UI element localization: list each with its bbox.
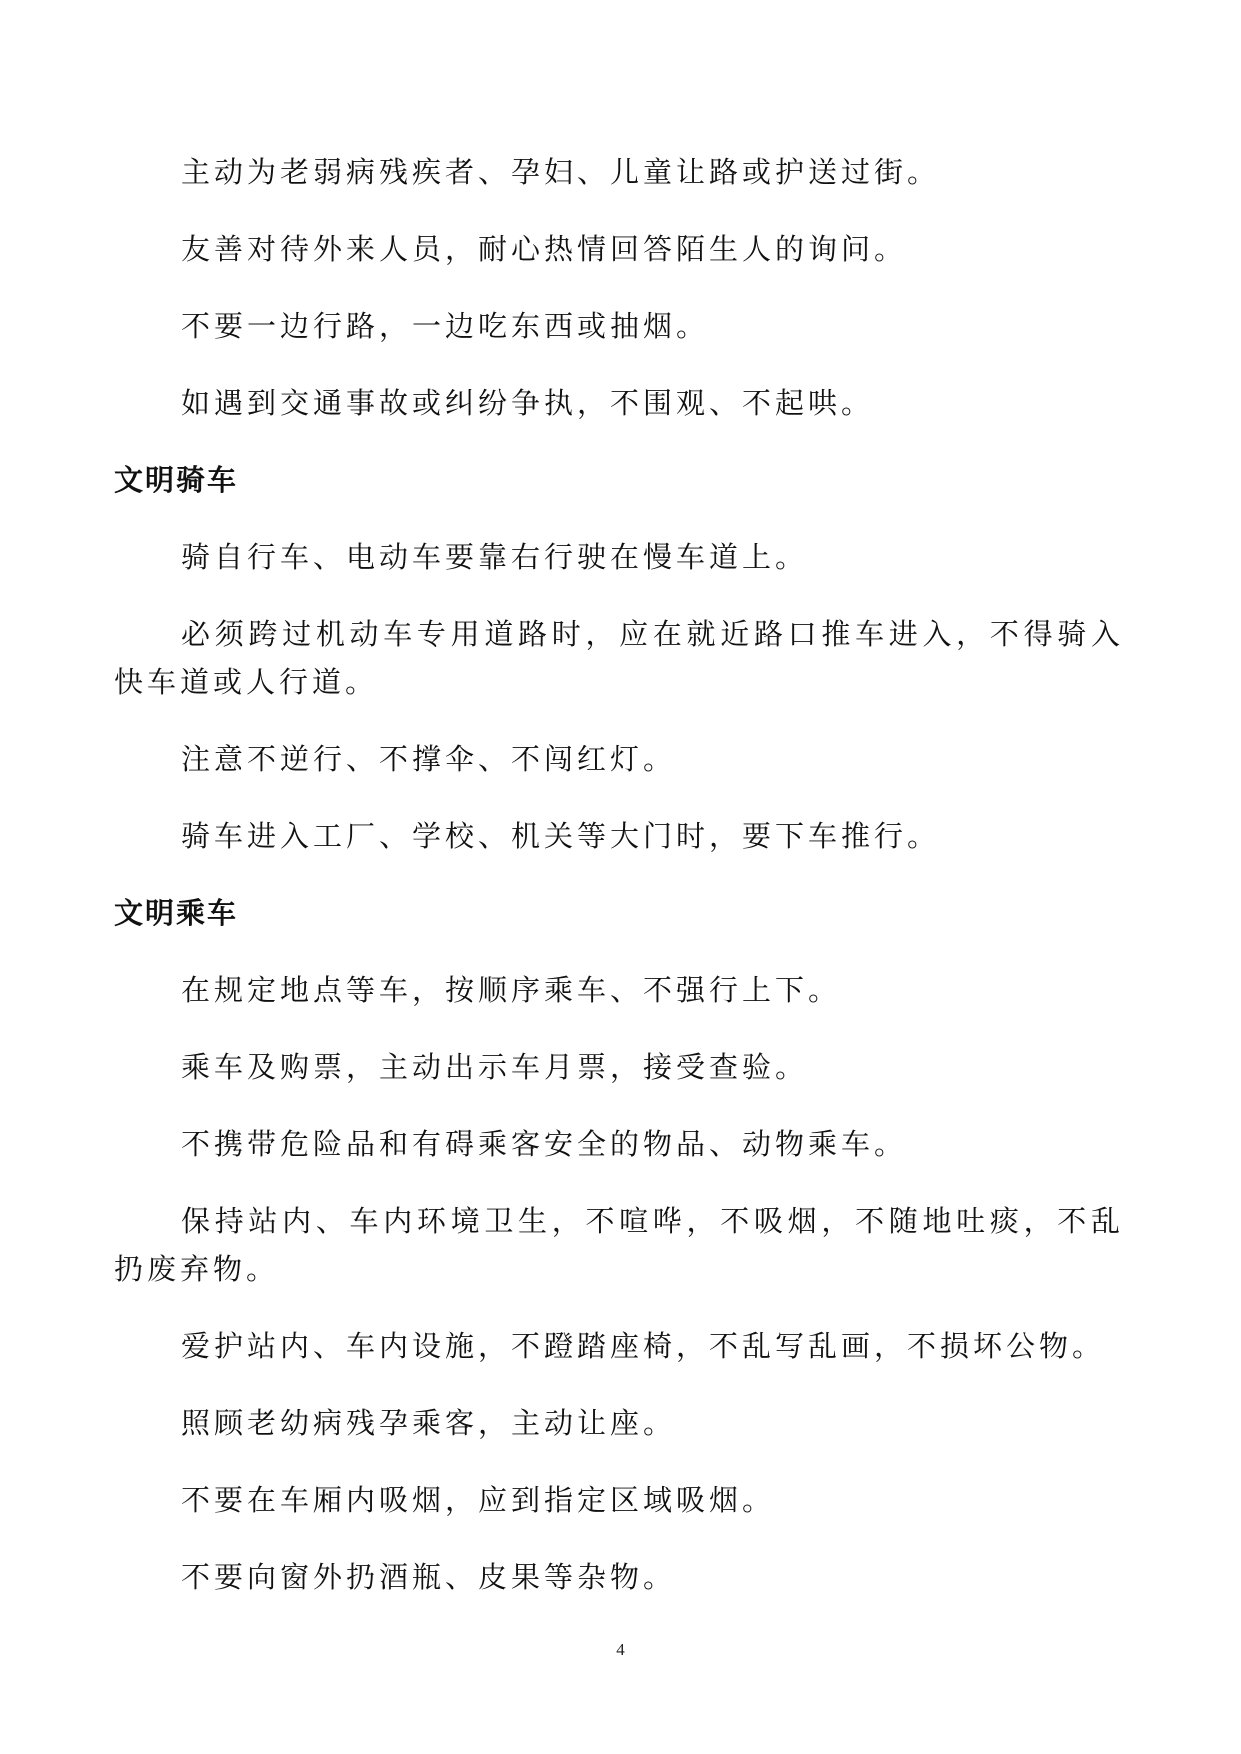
document-body [114,148,1124,1630]
paragraph: 乘车及购票，主动出示车月票，接受查验。 [181,1050,809,1084]
paragraph: 不要在车厢内吸烟，应到指定区域吸烟。 [181,1483,776,1517]
paragraph: 主动为老弱病残疾者、孕妇、儿童让路或护送过街。 [181,155,941,189]
section-heading-cycling: 文明骑车 [114,463,239,497]
paragraph: 骑自行车、电动车要靠右行驶在慢车道上。 [181,540,809,574]
paragraph: 骑车进入工厂、学校、机关等大门时，要下车推行。 [181,819,941,853]
paragraph: 友善对待外来人员，耐心热情回答陌生人的询问。 [181,232,908,266]
paragraph: 保持站内、车内环境卫生，不喧哗，不吸烟，不随地吐痰，不乱扔废弃物。 [114,1204,1124,1286]
paragraph: 在规定地点等车，按顺序乘车、不强行上下。 [181,973,842,1007]
paragraph: 如遇到交通事故或纠纷争执，不围观、不起哄。 [181,386,875,420]
paragraph: 不携带危险品和有碍乘客安全的物品、动物乘车。 [181,1127,908,1161]
paragraph: 爱护站内、车内设施，不蹬踏座椅，不乱写乱画，不损坏公物。 [181,1329,1106,1363]
page-number: 4 [616,1640,625,1659]
paragraph: 照顾老幼病残孕乘客，主动让座。 [181,1406,677,1440]
paragraph: 必须跨过机动车专用道路时，应在就近路口推车进入，不得骑入快车道或人行道。 [114,617,1124,699]
paragraph: 不要向窗外扔酒瓶、皮果等杂物。 [181,1560,677,1594]
section-heading-riding: 文明乘车 [114,896,239,930]
paragraph: 不要一边行路，一边吃东西或抽烟。 [181,309,710,343]
paragraph: 注意不逆行、不撑伞、不闯红灯。 [181,742,677,776]
